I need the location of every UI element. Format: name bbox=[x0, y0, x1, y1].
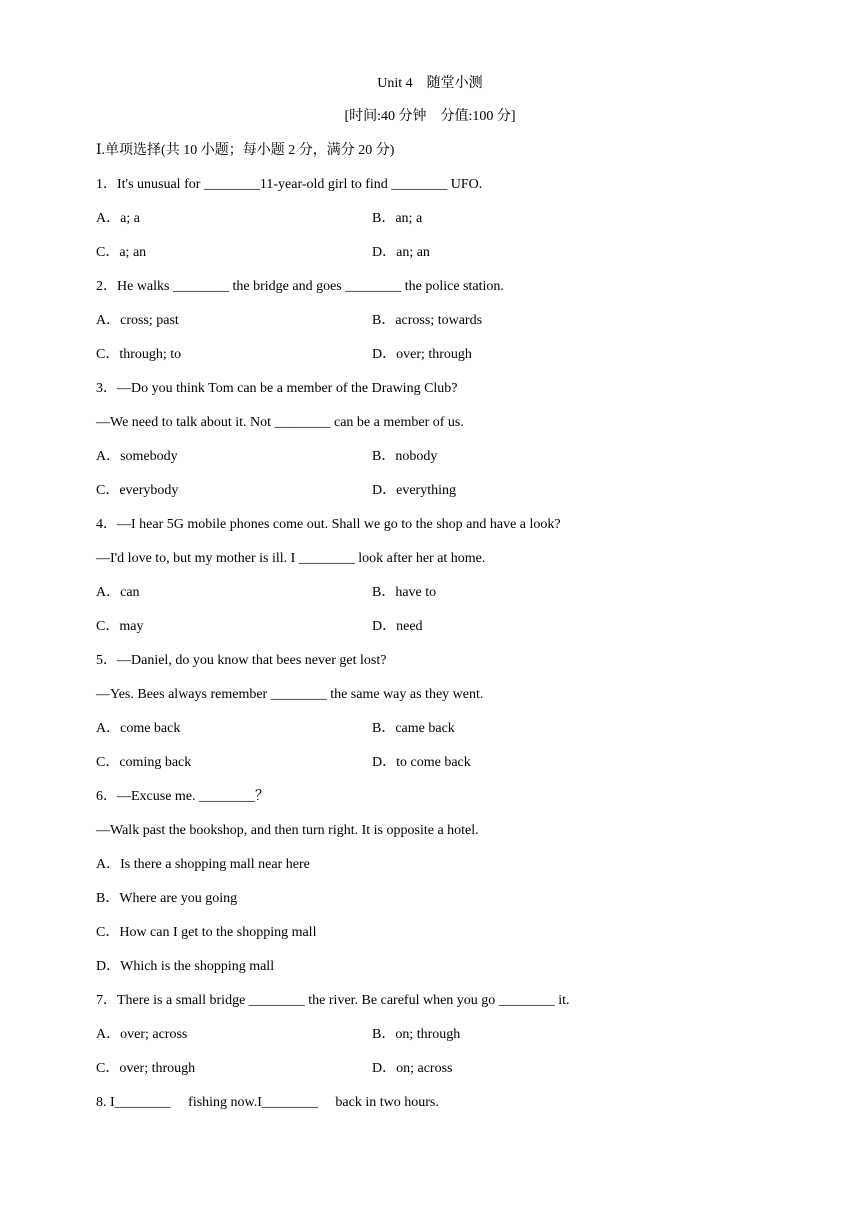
page-title: Unit 4 随堂小测 bbox=[377, 76, 483, 91]
question-1-option-c: C．a; an bbox=[96, 245, 147, 260]
question-7-option-c: C．over; through bbox=[96, 1061, 196, 1076]
question-5-option-c: C．coming back bbox=[96, 755, 192, 770]
question-4-option-a: A．can bbox=[96, 585, 140, 600]
question-5-option-a: A．come back bbox=[96, 721, 181, 736]
question-7-option-a: A．over; across bbox=[96, 1027, 188, 1042]
question-list bbox=[96, 176, 776, 1128]
options-row bbox=[96, 720, 776, 754]
question-6-stem: —Walk past the bookshop, and then turn right. It is opposite a hotel. bbox=[96, 823, 479, 838]
options-row bbox=[96, 210, 776, 244]
options-row bbox=[96, 618, 776, 652]
question-6-stem: 6．—Excuse me. ________？ bbox=[96, 789, 270, 804]
question-7-option-b: B．on; through bbox=[372, 1027, 461, 1042]
section-heading: Ⅰ.单项选择(共 10 小题；每小题 2 分，满分 20 分) bbox=[96, 143, 395, 158]
question-6-option-b: B．Where are you going bbox=[96, 891, 238, 906]
question-4-stem: 4．—I hear 5G mobile phones come out. Shall we go to the shop and have a look? bbox=[96, 517, 561, 532]
options-row bbox=[96, 244, 776, 278]
question-4-option-d: D．need bbox=[372, 619, 423, 634]
time-score-info: [时间:40 分钟 分值:100 分] bbox=[344, 109, 516, 124]
question-3-option-c: C．everybody bbox=[96, 483, 179, 498]
question-7-option-d: D．on; across bbox=[372, 1061, 453, 1076]
question-3-stem: 3．—Do you think Tom can be a member of the Drawing Club? bbox=[96, 381, 458, 396]
question-1-option-b: B．an; a bbox=[372, 211, 423, 226]
options-row bbox=[96, 584, 776, 618]
question-4-stem: —I'd love to, but my mother is ill. I ________ look after her at home. bbox=[96, 551, 486, 566]
question-5-option-b: B．came back bbox=[372, 721, 455, 736]
question-2-stem: 2．He walks ________ the bridge and goes ________ the police station. bbox=[96, 279, 504, 294]
options-row bbox=[96, 1060, 776, 1094]
question-8-stem: 8. I________ fishing now.I________ back in two hours. bbox=[96, 1095, 439, 1110]
question-6-option-d: D．Which is the shopping mall bbox=[96, 959, 275, 974]
options-row bbox=[96, 346, 776, 380]
question-1-stem: 1．It's unusual for ________11-year-old girl to find ________ UFO. bbox=[96, 177, 483, 192]
question-2-option-b: B．across; towards bbox=[372, 313, 483, 328]
options-row bbox=[96, 754, 776, 788]
options-row bbox=[96, 448, 776, 482]
options-row bbox=[96, 482, 776, 516]
question-3-option-d: D．everything bbox=[372, 483, 456, 498]
question-6-option-c: C．How can I get to the shopping mall bbox=[96, 925, 317, 940]
options-row bbox=[96, 1026, 776, 1060]
question-3-option-a: A．somebody bbox=[96, 449, 178, 464]
question-5-stem: 5．—Daniel, do you know that bees never get lost? bbox=[96, 653, 387, 668]
options-row bbox=[96, 312, 776, 346]
question-3-option-b: B．nobody bbox=[372, 449, 438, 464]
question-5-stem: —Yes. Bees always remember ________ the same way as they went. bbox=[96, 687, 484, 702]
question-4-option-b: B．have to bbox=[372, 585, 437, 600]
question-5-option-d: D．to come back bbox=[372, 755, 471, 770]
question-4-option-c: C．may bbox=[96, 619, 144, 634]
question-2-option-a: A．cross; past bbox=[96, 313, 179, 328]
question-7-stem: 7．There is a small bridge ________ the river. Be careful when you go ________ it. bbox=[96, 993, 570, 1008]
question-2-option-c: C．through; to bbox=[96, 347, 182, 362]
question-6-option-a: A．Is there a shopping mall near here bbox=[96, 857, 310, 872]
question-1-option-d: D．an; an bbox=[372, 245, 430, 260]
question-2-option-d: D．over; through bbox=[372, 347, 472, 362]
question-3-stem: —We need to talk about it. Not ________ can be a member of us. bbox=[96, 415, 464, 430]
question-1-option-a: A．a; a bbox=[96, 211, 140, 226]
